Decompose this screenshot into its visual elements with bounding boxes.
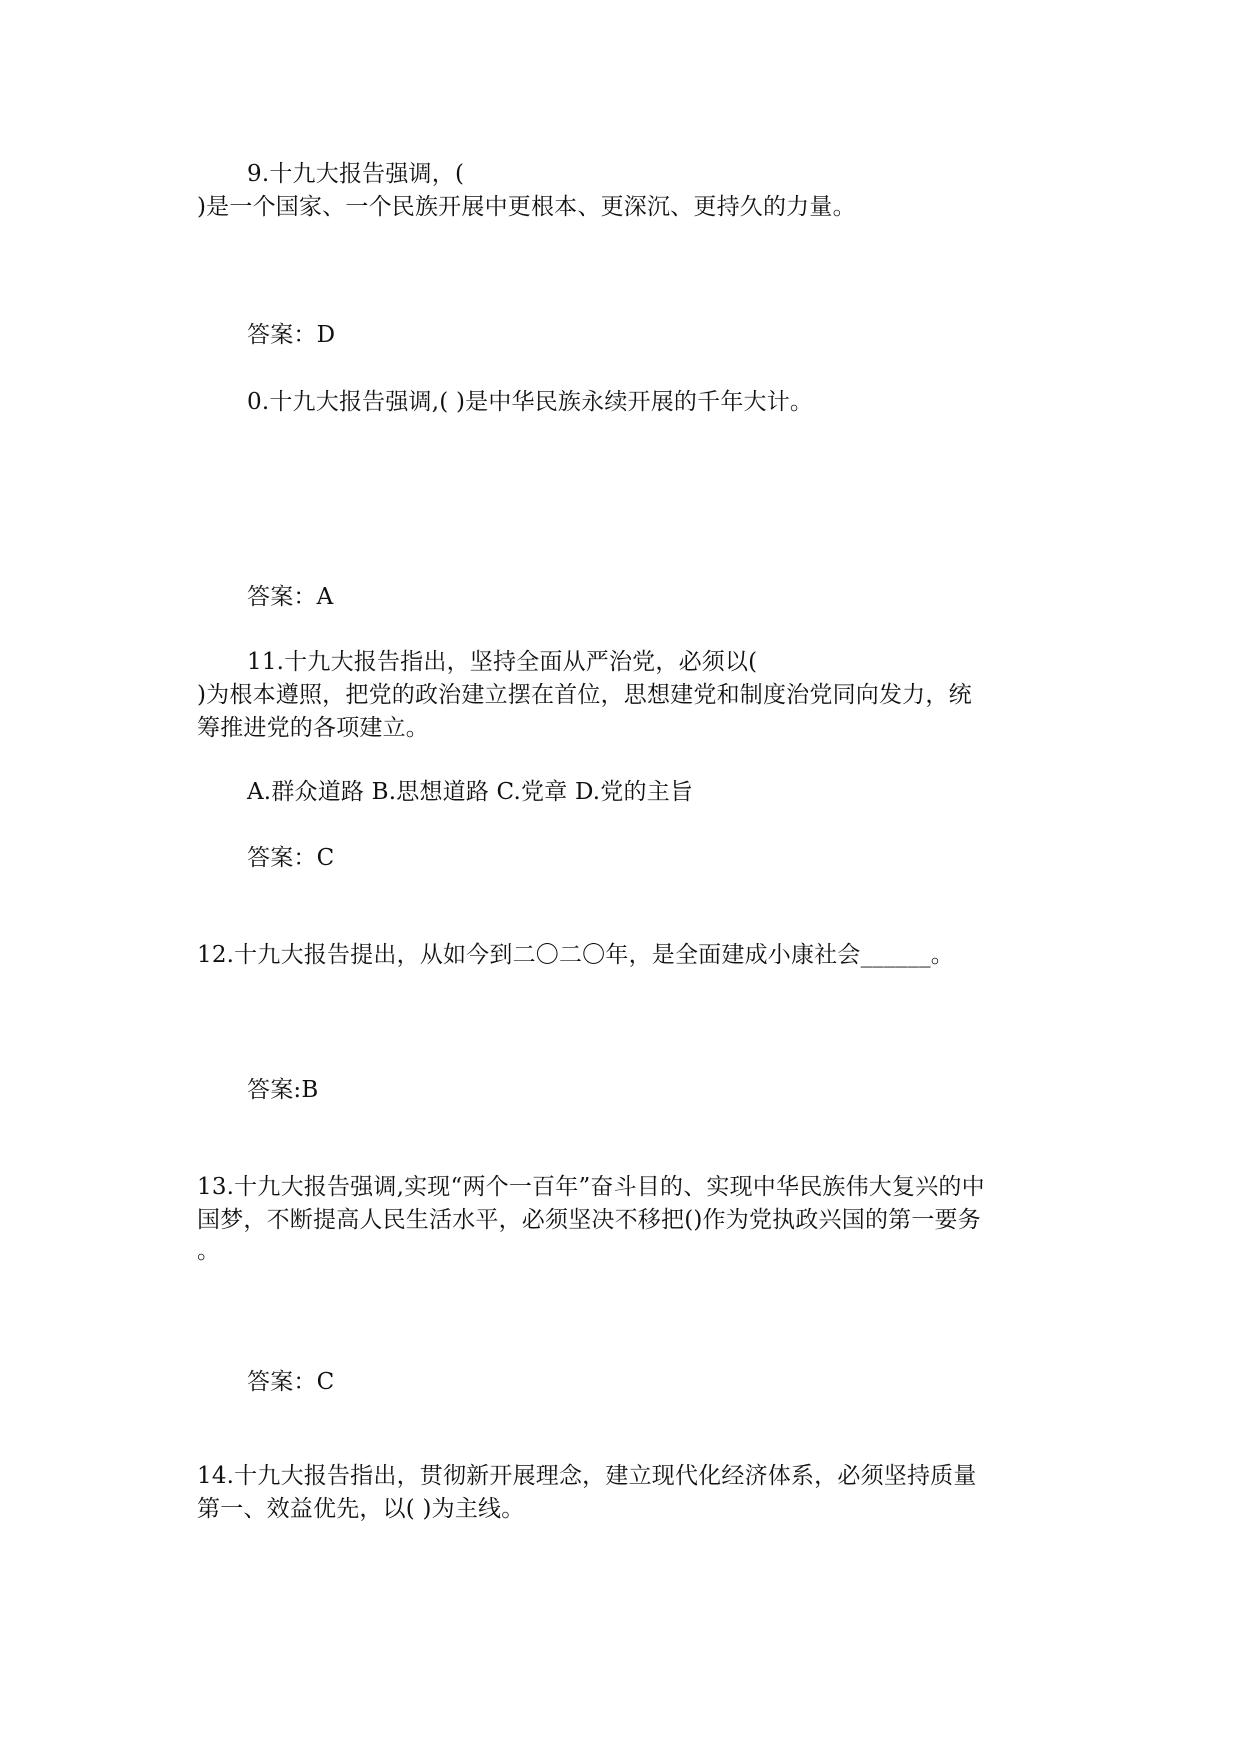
question-9-line-2: )是一个国家、一个民族开展中更根本、更深沉、更持久的力量。 [197, 194, 856, 220]
question-10-line-1: 0.十九大报告强调,( )是中华民族永续开展的千年大计。 [247, 389, 814, 415]
question-12-answer: 答案:B [247, 1077, 319, 1103]
question-14-line-2: 第一、效益优先，以( )为主线。 [197, 1496, 525, 1522]
question-13-line-3: 。 [197, 1238, 221, 1264]
question-9-line-1: 9.十九大报告强调，( [247, 161, 465, 187]
question-14-line-1: 14.十九大报告指出，贯彻新开展理念，建立现代化经济体系，必须坚持质量 [197, 1463, 977, 1489]
question-11-line-1: 11.十九大报告指出，坚持全面从严治党，必须以( [247, 649, 758, 675]
question-11-line-2: )为根本遵照，把党的政治建立摆在首位，思想建党和制度治党同向发力，统 [197, 682, 972, 708]
question-13-answer: 答案：C [247, 1369, 335, 1395]
question-9-answer: 答案：D [247, 322, 336, 348]
question-11-line-3: 筹推进党的各项建立。 [197, 715, 429, 741]
question-12-line-1: 12.十九大报告提出，从如今到二〇二〇年，是全面建成小康社会______。 [197, 942, 954, 968]
question-11-options: A.群众道路 B.思想道路 C.党章 D.党的主旨 [247, 779, 694, 805]
question-11-answer: 答案：C [247, 845, 335, 871]
question-10-answer: 答案：A [247, 584, 334, 610]
question-13-line-1: 13.十九大报告强调,实现“两个一百年”奋斗目的、实现中华民族伟大复兴的中 [197, 1174, 985, 1200]
question-13-line-2: 国梦，不断提高人民生活水平，必须坚决不移把()作为党执政兴国的第一要务 [197, 1207, 981, 1233]
